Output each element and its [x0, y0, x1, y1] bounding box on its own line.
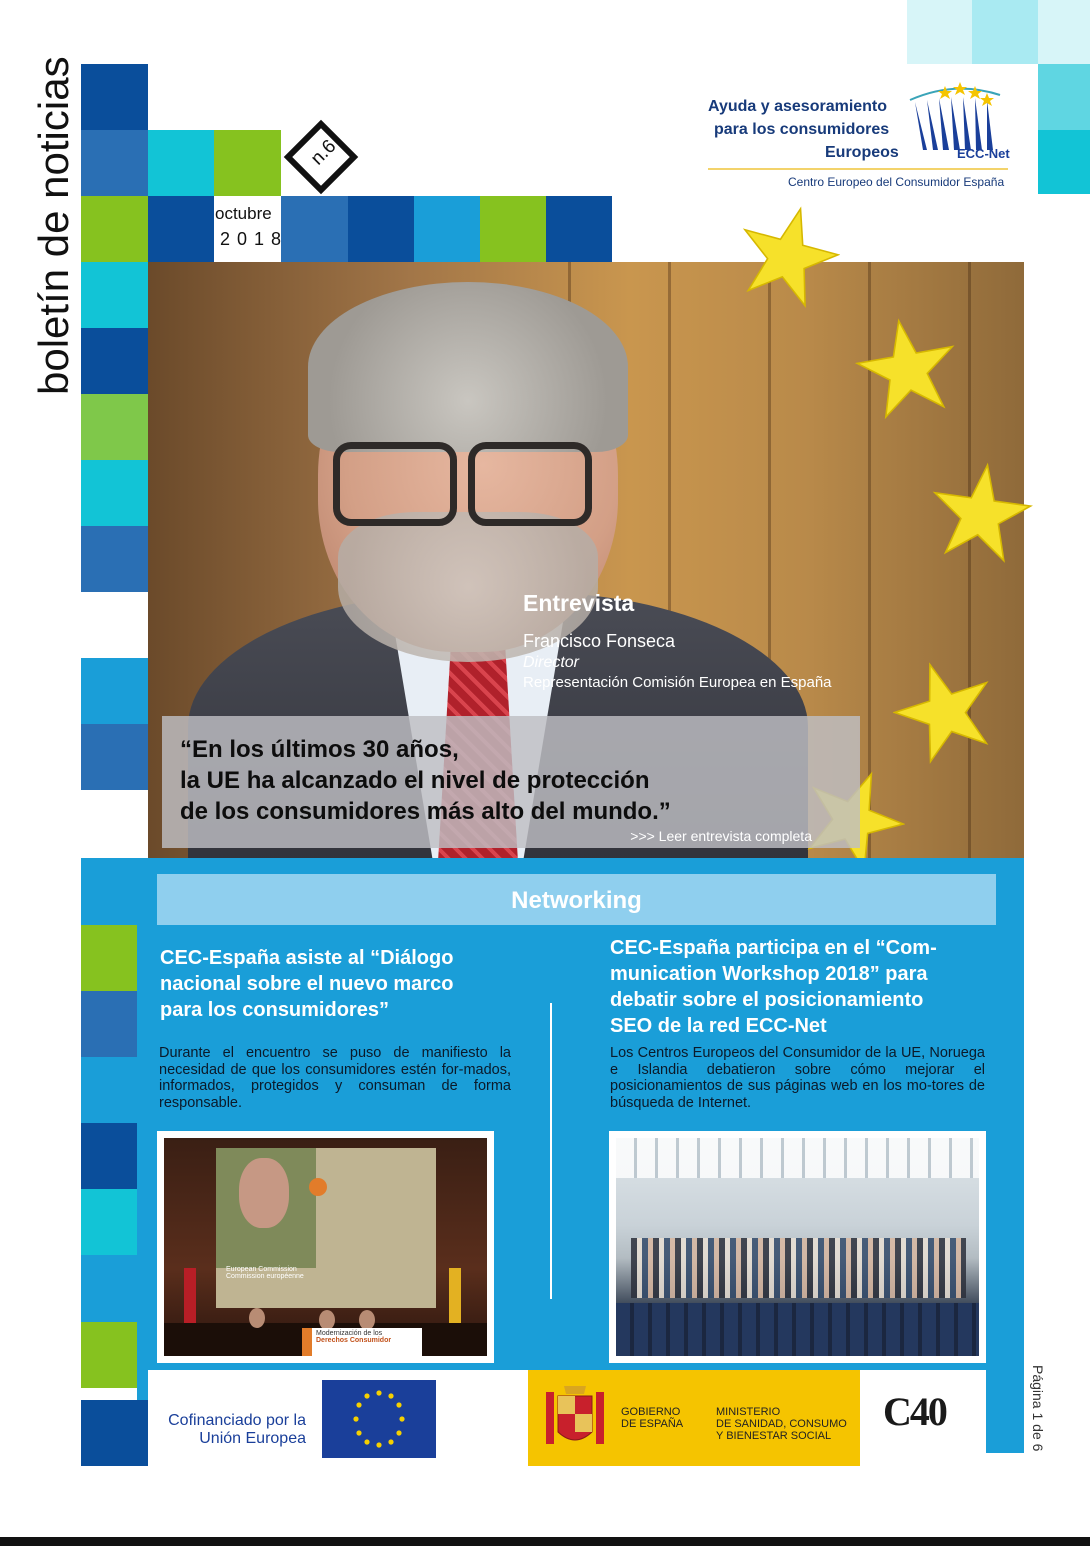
mosaic-tile — [81, 1388, 137, 1400]
mosaic-tile — [81, 64, 148, 130]
left-article-title[interactable] — [160, 945, 540, 1023]
cofinanced-label: Cofinanciado por la Unión Europea — [168, 1412, 306, 1447]
ministry-label: MINISTERIO DE SANIDAD, CONSUMO Y BIENESTAR SOCIAL — [716, 1406, 847, 1442]
spanish-government-logo — [528, 1370, 860, 1466]
mosaic-tile — [81, 460, 148, 526]
eu-star-icon — [735, 205, 840, 310]
mosaic-tile — [81, 262, 148, 328]
event-banner: Modernización de los Derechos Consumidor — [302, 1328, 422, 1356]
deco-square — [1038, 130, 1090, 194]
quote-line: “En los últimos 30 años, — [180, 736, 459, 763]
bottom-rule — [0, 1537, 1090, 1546]
newsletter-vertical-title — [30, 56, 90, 400]
eu-flag-icon — [322, 1380, 436, 1458]
mosaic-tile — [81, 196, 148, 262]
ecc-net-logo — [700, 80, 1012, 195]
title-line: munication Workshop 2018” para — [610, 963, 928, 985]
interviewee-role: Director — [523, 654, 580, 671]
logo-subtitle: Centro Europeo del Consumidor España — [788, 175, 1005, 189]
page-number — [1030, 1365, 1050, 1460]
title-line: para los consumidores” — [160, 999, 389, 1021]
title-line: nacional sobre el nuevo marco — [160, 973, 454, 995]
coat-of-arms-icon — [542, 1382, 608, 1454]
read-full-interview-link[interactable]: >>> Leer entrevista completa — [630, 828, 812, 844]
mosaic-tile — [480, 196, 546, 262]
mosaic-tile — [81, 130, 148, 196]
mosaic-tile — [148, 196, 214, 262]
c40-logo: C40 — [883, 1389, 946, 1434]
mosaic-tile — [81, 724, 148, 790]
logo-line1: Ayuda y asesoramiento — [708, 98, 888, 115]
glasses-left — [333, 442, 457, 526]
mosaic-tile — [81, 526, 148, 592]
issue-badge — [282, 118, 360, 196]
mosaic-tile — [81, 991, 137, 1057]
right-article-title[interactable] — [610, 935, 990, 1039]
interview-quote-box — [162, 716, 860, 848]
quote-line: de los consumidores más alto del mundo.” — [180, 798, 671, 825]
issue-month: octubre — [215, 204, 272, 223]
deco-square — [972, 0, 1038, 64]
title-line: debatir sobre el posicionamiento — [610, 989, 924, 1011]
interview-caption — [523, 590, 832, 691]
page-number-text: Página 1 de 6 — [1030, 1365, 1046, 1452]
mosaic-tile — [214, 130, 281, 196]
title-line: SEO de la red ECC-Net — [610, 1015, 827, 1037]
screen-org-label: European Commission Commission européenne — [226, 1266, 304, 1280]
title-line: CEC-España participa en el “Com- — [610, 937, 937, 959]
title-line: CEC-España asiste al “Diálogo — [160, 947, 454, 969]
logo-divider — [708, 168, 1008, 170]
mosaic-tile — [81, 1400, 148, 1466]
mosaic-tile — [546, 196, 612, 262]
eu-star-icon — [893, 660, 998, 765]
deco-square — [1038, 0, 1090, 64]
quote-line: la UE ha alcanzado el nivel de protección — [180, 767, 650, 794]
footer-logos — [148, 1370, 986, 1466]
issue-year: 2 0 1 8 — [220, 229, 283, 249]
glasses-right — [468, 442, 592, 526]
issue-number: n.6 — [306, 135, 341, 170]
mosaic-tile — [81, 1123, 137, 1189]
logo-brand: ECC-Net — [957, 146, 1010, 161]
logo-line2: para los consumidores — [714, 121, 890, 138]
logo-line3: Europeos — [825, 144, 899, 161]
interview-quote — [180, 734, 671, 827]
eu-star-icon — [928, 460, 1033, 570]
interviewee-org: Representación Comisión Europea en España — [523, 674, 832, 691]
interviewee-name: Francisco Fonseca — [523, 631, 676, 651]
mosaic-tile — [348, 196, 414, 262]
government-label: GOBIERNO DE ESPAÑA — [621, 1406, 684, 1430]
portrait-hair — [308, 282, 628, 452]
mosaic-tile — [81, 1189, 137, 1255]
newsletter-title-text: boletín de noticias — [30, 56, 77, 395]
mosaic-tile — [81, 658, 148, 724]
eu-star-icon — [855, 318, 960, 423]
dialogue-event-photo[interactable] — [157, 1131, 494, 1363]
deco-square — [1038, 64, 1090, 130]
mosaic-tile — [414, 196, 480, 262]
interview-section-label: Entrevista — [523, 590, 635, 616]
mosaic-tile — [81, 328, 148, 394]
mosaic-tile — [81, 925, 137, 991]
mosaic-tile — [81, 1322, 137, 1388]
column-divider — [550, 1003, 552, 1299]
mosaic-tile — [281, 196, 348, 262]
left-article-body: Durante el encuentro se puso de manifiesto la necesidad de que los consumidores estén for-mados, informados, protegidos y consuman de forma responsable. — [159, 1045, 511, 1111]
mosaic-tile — [148, 130, 214, 196]
networking-heading: Networking — [157, 874, 996, 925]
right-article-body: Los Centros Europeos del Consumidor de la UE, Noruega e Islandia debatieron sobre cómo mejorar el posicionamientos de sus páginas web en los mo-tores de búsqueda de Internet. — [610, 1045, 985, 1111]
deco-square — [907, 0, 972, 64]
workshop-group-photo[interactable] — [609, 1131, 986, 1363]
mosaic-tile — [81, 394, 148, 460]
